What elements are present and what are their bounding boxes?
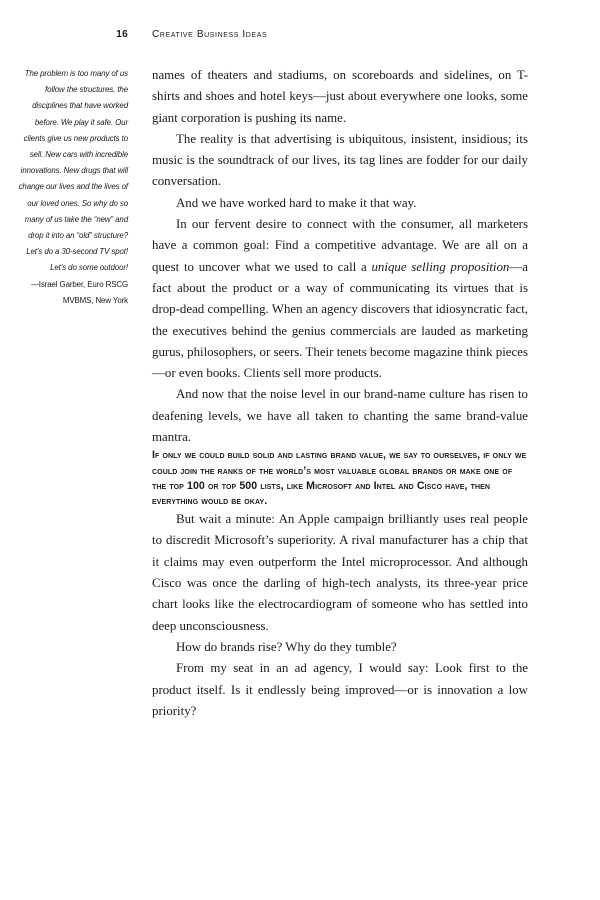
body-paragraph-8: From my seat in an ad agency, I would say: Look first to the product itself. Is it endlessly being improved—or is innovation a low priority? xyxy=(152,661,528,718)
body-paragraph-7: How do brands rise? Why do they tumble? xyxy=(176,639,397,654)
body-paragraph-5: And now that the noise level in our brand-name culture has risen to deafening levels, we have all taken to chanting the same brand-value mantra. xyxy=(152,387,528,445)
body-paragraph-2: The reality is that advertising is ubiquitous, insistent, insidious; its music is the soundtrack of our lives, its tag lines are fodder for our daily conversation. xyxy=(152,131,528,189)
running-head xyxy=(0,29,600,43)
pull-quote: If only we could build solid and lasting brand value, we say to ourselves, if only we could join the ranks of the world’s most valuable global brands or make one of the top 100 or top 500 lists, like Microsoft and Intel and Cisco have, then everything would be okay. xyxy=(152,449,527,507)
sidebar-quote xyxy=(18,66,128,309)
page-number: 16 xyxy=(116,29,128,40)
body-paragraph-4 xyxy=(152,214,528,384)
p4-text-after: —a fact about the product or a way of communicating its virtues that is drop-dead compelling. When an agency discovers that idiosyncratic fact, the executives behind the genius commercials are lauded as marketing gurus, philosophers, or seers. Their tenets become magazine think pieces—or even books. Clients sell more products. xyxy=(152,259,528,381)
body-paragraph-6: But wait a minute: An Apple campaign brilliantly uses real people to discredit Microsoft’s superiority. A rival manufacturer has a chip that it claims may even outperform the Intel microprocessor. And although Cisco was once the darling of high-tech analysts, its three-year price chart looks like the electrocardiogram of someone who has settled into deep unconsciousness. xyxy=(152,512,528,633)
body-paragraph-1: names of theaters and stadiums, on scoreboards and sidelines, on T-shirts and shoes and hotel keys—just about everywhere one looks, some giant corporation is pushing its name. xyxy=(152,68,528,125)
body-paragraph-3: And we have worked hard to make it that way. xyxy=(176,195,417,210)
p4-text-before: In our fervent desire to connect with the consumer, all marketers have a common goal: Find a competitive advantage. We are all on a quest to uncover what we used to call a xyxy=(152,217,528,274)
main-text xyxy=(152,65,528,722)
book-title: Creative Business Ideas xyxy=(152,29,268,40)
sidebar-quote-text: The problem is too many of us follow the structures, the disciplines that have worked before. We play it safe. Our clients give us new products to sell. New cars with incredible innovations. New drugs that will change our lives and the lives of our loved ones. So why do so many of us take the “new” and drop it into an “old” structure? Let’s do a 30-second TV spot! Let’s do some outdoor! xyxy=(18,69,128,273)
sidebar-attribution: —Israel Garber, Euro RSCG MVBMS, New York xyxy=(30,279,128,305)
p4-emphasis: unique selling proposition xyxy=(371,259,510,274)
